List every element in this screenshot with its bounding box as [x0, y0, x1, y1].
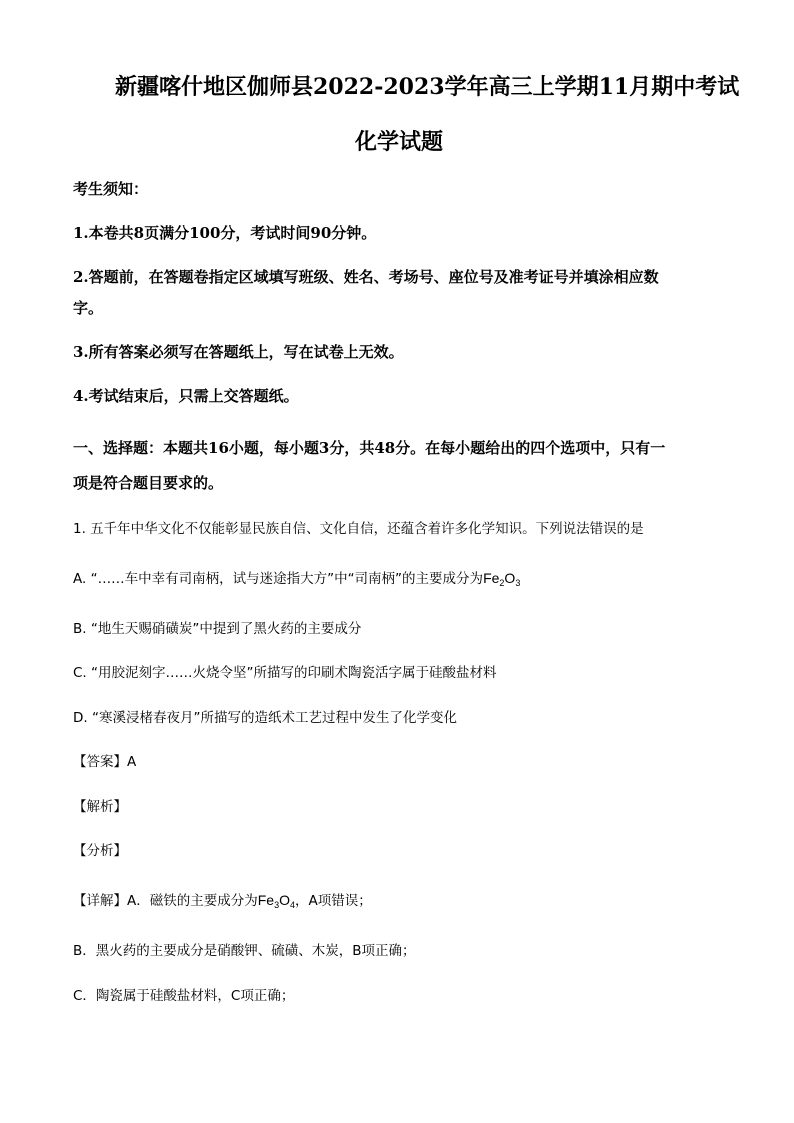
notice-item-3: 3.所有答案必须写在答题纸上，写在试卷上无效。 — [73, 343, 404, 361]
option-c: C. “用胶泥刻字……火烧令坚”所描写的印刷术陶瓷活字属于硅酸盐材料 — [73, 665, 497, 681]
option-b: B. “地生天赐硝磺炭”中提到了黑火药的主要成分 — [73, 621, 362, 637]
fenxi-label: 【分析】 — [73, 843, 127, 859]
notice-item-2: 2.答题前，在答题卷指定区域填写班级、姓名、考场号、座位号及准考证号并填涂相应数 — [73, 268, 659, 286]
option-d: D. “寒溪浸楮春夜月”所描写的造纸术工艺过程中发生了化学变化 — [73, 710, 457, 726]
answer-line: 【答案】A — [73, 754, 137, 770]
notice-item-4: 4.考试结束后，只需上交答题纸。 — [73, 387, 299, 405]
detail-b: B．黑火药的主要成分是硝酸钾、硫磺、木炭，B项正确； — [73, 943, 416, 959]
section-heading: 一、选择题：本题共16小题，每小题3分，共48分。在每小题给出的四个选项中，只有一 — [73, 439, 666, 457]
notice-heading: 考生须知： — [73, 180, 149, 198]
option-a-text: A. “……车中幸有司南柄，试与迷途指大方”中“司南柄”的主要成分为 — [73, 571, 484, 587]
document-title: 新疆喀什地区伽师县2022-2023学年高三上学期11月期中考试 — [115, 74, 740, 100]
question-stem: 1. 五千年中华文化不仅能彰显民族自信、文化自信，还蕴含着许多化学知识。下列说法错误的是 — [73, 521, 644, 537]
detail-a-formula: $Fe_3O_4$ — [257, 892, 296, 910]
detail-a — [73, 889, 372, 910]
option-a — [73, 567, 520, 588]
section-heading-cont: 项是符合题目要求的。 — [73, 474, 224, 492]
option-a-formula: $Fe_2O_3$ — [483, 570, 521, 588]
notice-item-1: 1.本卷共8页满分100分，考试时间90分钟。 — [73, 224, 377, 242]
analysis-label: 【解析】 — [73, 799, 127, 815]
detail-a-suffix: ，A项错误； — [295, 893, 372, 909]
detail-a-prefix: 【详解】A．磁铁的主要成分为 — [73, 893, 258, 909]
notice-item-2-cont: 字。 — [73, 299, 104, 317]
document-subtitle: 化学试题 — [355, 129, 444, 155]
detail-c: C．陶瓷属于硅酸盐材料，C项正确； — [73, 988, 295, 1004]
